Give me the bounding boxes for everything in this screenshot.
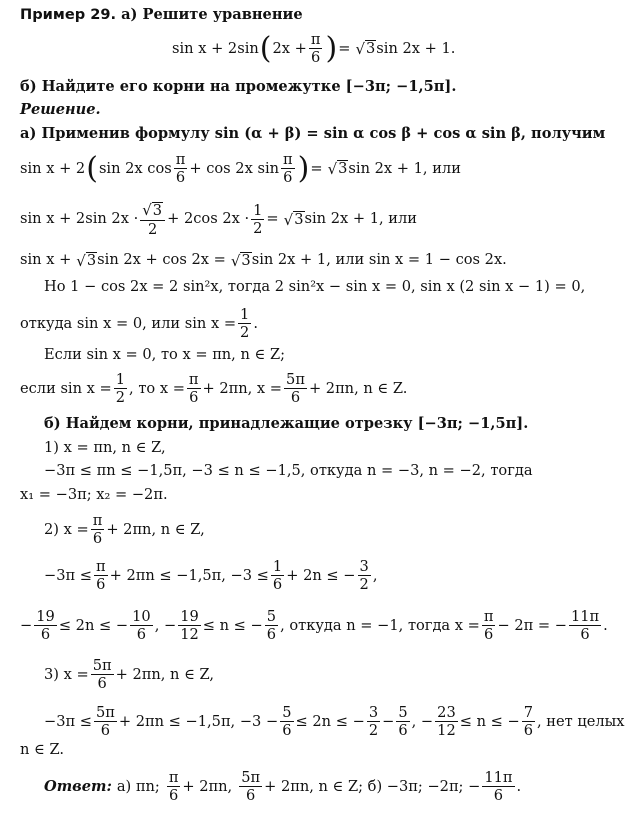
- fraction-denominator: 6: [189, 389, 199, 407]
- fraction-5pi-6: [284, 372, 307, 406]
- fraction-denominator: 12: [437, 722, 456, 740]
- case3-line1-d: −: [382, 712, 395, 730]
- step-a-line5: [20, 307, 258, 341]
- equals-sign: =: [310, 159, 323, 177]
- case3-line1-e: , −: [411, 712, 434, 730]
- fraction-denominator: 2: [148, 221, 158, 239]
- case2-line1-a: −3π ≤: [44, 566, 92, 584]
- step-b-intro: б) Найдем корни, принадлежащие отрезку [−3π; −1,5π].: [44, 415, 529, 432]
- fraction-5pi-6: [239, 770, 262, 804]
- fraction-denominator: 6: [92, 530, 103, 548]
- fraction-denominator: 6: [96, 576, 106, 594]
- fraction-denominator: 6: [311, 49, 321, 67]
- fraction-pi-6: [94, 559, 108, 593]
- fraction-denominator: 6: [580, 626, 590, 644]
- fraction-denominator: 6: [283, 169, 293, 187]
- step-a-line4: Но 1 − cos 2x = 2 sin²x, тогда 2 sin²x − sin x = 0, sin x (2 sin x − 1) = 0,: [44, 278, 586, 295]
- paren-open: (: [86, 151, 98, 187]
- step-a-line6: Если sin x = 0, то x = πn, n ∈ Z;: [44, 346, 285, 363]
- step-a-line1: [20, 152, 461, 186]
- fraction-3-2: [358, 559, 371, 593]
- line7-a: если sin x =: [20, 379, 112, 397]
- fraction-denominator: 6: [136, 626, 147, 644]
- line1-left: sin x + 2: [20, 159, 86, 177]
- fraction-numerator: 7: [523, 704, 534, 721]
- case2-line1-c: + 2n ≤ −: [286, 566, 356, 584]
- case2-line1-b: + 2πn ≤ −1,5π, −3 ≤: [109, 566, 269, 584]
- fraction-denominator: 6: [266, 626, 277, 644]
- case2-line2-c: ≤ n ≤ −: [202, 616, 263, 634]
- fraction-7-6: [522, 705, 535, 739]
- sqrt-radicand: 3: [294, 211, 304, 229]
- case3-line1-g: , нет целых: [537, 712, 625, 730]
- case1-line2: x₁ = −3π; x₂ = −2π.: [20, 486, 168, 503]
- fraction-denominator: 6: [168, 787, 179, 805]
- fraction-19-12: [178, 609, 201, 643]
- case3-line1: [44, 705, 625, 739]
- step-a-line7: [20, 372, 407, 406]
- case3-line2: n ∈ Z.: [20, 741, 65, 758]
- case3-line1-c: ≤ 2n ≤ −: [295, 712, 365, 730]
- case3-line1-f: ≤ n ≤ −: [459, 712, 520, 730]
- fraction-pi-6: [309, 32, 323, 66]
- fraction-numerator: 5: [282, 704, 292, 721]
- fraction-denominator: 2: [240, 324, 250, 342]
- sqrt-3: √ 3: [355, 40, 376, 59]
- fraction-numerator: 11π: [570, 608, 600, 625]
- case2-line2-a: ≤ 2n ≤ −: [58, 616, 129, 634]
- equation-right: sin 2x + 1.: [376, 39, 456, 57]
- fraction-23-12: [435, 705, 458, 739]
- fraction-numerator: π: [95, 558, 106, 575]
- step-a-intro: а) Применив формулу sin (α + β) = sin α cos β + cos α sin β, получим: [20, 125, 606, 142]
- paren-close: ): [325, 31, 338, 67]
- paren-close: ): [297, 151, 310, 187]
- answer-b: + 2πn,: [182, 777, 233, 795]
- fraction-pi-6: [187, 372, 201, 406]
- fraction-numerator: 5π: [92, 657, 112, 674]
- answer-end: .: [516, 777, 522, 795]
- fraction-numerator: 5π: [241, 769, 261, 786]
- sqrt-radicand: 3: [366, 40, 376, 58]
- answer-label: Ответ:: [44, 777, 112, 795]
- fraction-pi-6: [482, 609, 496, 643]
- fraction-numerator: 1: [272, 558, 283, 575]
- step-a-line2: sin x + 2sin 2x · √ 3 2 + 2cos 2x · $\frac{1}{2}$ = √ 3 sin 2x + 1, или: [20, 201, 418, 239]
- fraction-denominator: 2: [115, 389, 126, 407]
- fraction-numerator: 23: [437, 704, 456, 721]
- fraction-numerator: 19: [180, 608, 199, 625]
- answer-c: + 2πn, n ∈ Z; б) −3π; −2π; −: [264, 777, 481, 795]
- sqrt-3: √ 3: [230, 252, 251, 271]
- fraction-5-6: [280, 705, 293, 739]
- fraction-numerator: 10: [132, 608, 151, 625]
- case2-head-b: + 2πn, n ∈ Z,: [106, 520, 205, 538]
- fraction-5-6: [396, 705, 409, 739]
- line5-a: откуда sin x = 0, или sin x =: [20, 314, 237, 332]
- line7-c: + 2πn, x =: [202, 379, 283, 397]
- fraction-denominator: 12: [180, 626, 199, 644]
- line3-b: sin 2x + cos 2x =: [97, 251, 226, 269]
- case2-line1: [44, 559, 377, 593]
- part-a-label: а) Решите уравнение: [121, 6, 303, 23]
- answer-a: а) πn;: [116, 777, 160, 795]
- fraction-11pi-6: [569, 609, 601, 643]
- sqrt-3: √ 3: [327, 160, 348, 179]
- sqrt-radicand: 3: [86, 252, 97, 269]
- fraction-10-6: [130, 609, 153, 643]
- line1-a: sin 2x cos: [98, 159, 172, 177]
- line7-b: , то x =: [129, 379, 185, 397]
- case2-line2-e: − 2π = −: [497, 616, 567, 634]
- sqrt-3: √ 3: [283, 211, 304, 230]
- line1-b: + cos 2x sin: [189, 159, 280, 177]
- fraction-denominator: 6: [97, 675, 107, 693]
- fraction-denominator: 2: [253, 220, 263, 238]
- fraction-1-2: [251, 203, 264, 237]
- fraction-numerator: 11π: [484, 769, 513, 786]
- fraction-denominator: 6: [100, 722, 111, 740]
- minus-sign: −: [20, 616, 33, 634]
- example-label: Пример 29.: [20, 6, 117, 23]
- step-a-line3: [20, 252, 507, 269]
- case1-head: 1) x = πn, n ∈ Z,: [44, 439, 166, 456]
- part-b: б) Найдите его корни на промежутке [−3π; −1,5π].: [20, 78, 457, 95]
- case3-line1-b: + 2πn ≤ −1,5π, −3 −: [118, 712, 279, 730]
- case2-line2: [20, 609, 608, 643]
- fraction-pi-6: [174, 152, 188, 186]
- fraction-numerator: π: [283, 151, 293, 168]
- fraction-numerator: π: [92, 512, 103, 529]
- case2-line2-b: , −: [154, 616, 177, 634]
- sqrt-3: √ 3: [76, 252, 97, 271]
- fraction-numerator: π: [168, 769, 179, 786]
- fraction-denominator: 2: [359, 576, 369, 594]
- fraction-denominator: 6: [398, 722, 408, 740]
- equation-left: sin x + 2sin: [172, 39, 259, 57]
- fraction-3-2: [367, 705, 380, 739]
- fraction-numerator: 5: [398, 704, 408, 721]
- fraction-numerator: 19: [36, 608, 55, 625]
- fraction-denominator: 6: [282, 722, 292, 740]
- example-header: [20, 8, 303, 23]
- line3-a: sin x +: [20, 251, 72, 269]
- fraction-denominator: 6: [290, 389, 301, 407]
- main-equation: [172, 32, 455, 66]
- line2-a: sin x + 2sin 2x ·: [20, 210, 139, 228]
- fraction-pi-6: [281, 152, 295, 186]
- fraction-denominator: 6: [272, 576, 283, 594]
- fraction-11pi-6: [482, 770, 514, 804]
- fraction-5pi-6: [91, 658, 114, 692]
- fraction-pi-6: [91, 513, 105, 547]
- sqrt-radicand: 3: [241, 252, 251, 269]
- fraction-numerator: π: [483, 608, 494, 625]
- case2-line1-end: ,: [372, 566, 378, 584]
- line5-end: .: [253, 314, 258, 332]
- fraction-numerator: 5π: [286, 371, 305, 388]
- case3-head-b: + 2πn, n ∈ Z,: [115, 665, 215, 683]
- answer: [44, 770, 521, 804]
- fraction-numerator: 3: [359, 558, 369, 575]
- line7-d: + 2πn, n ∈ Z.: [308, 379, 408, 397]
- line2-right: sin 2x + 1, или: [304, 210, 418, 228]
- fraction-numerator: 1: [115, 371, 126, 388]
- fraction-1-2: [238, 307, 251, 341]
- fraction-numerator: 3: [368, 704, 379, 721]
- fraction-numerator: 1: [240, 306, 250, 323]
- fraction-numerator: π: [175, 151, 186, 168]
- fraction-numerator: √ 3: [140, 202, 165, 221]
- fraction-19-6: [34, 609, 57, 643]
- fraction-denominator: 6: [40, 626, 51, 644]
- fraction-denominator: 6: [493, 787, 504, 805]
- equals-sign: =: [338, 39, 351, 57]
- fraction-5-6: [265, 609, 278, 643]
- case3-line1-a: −3π ≤: [44, 712, 92, 730]
- line3-c: sin 2x + 1, или sin x = 1 − cos 2x.: [251, 251, 507, 269]
- fraction-sqrt3-2: [140, 202, 165, 237]
- line1-right: sin 2x + 1, или: [348, 159, 461, 177]
- fraction-denominator: 6: [484, 626, 494, 644]
- fraction-denominator: 6: [523, 722, 534, 740]
- fraction-denominator: 6: [175, 169, 186, 187]
- solution-heading: Решение.: [20, 101, 101, 118]
- case2-line2-end: .: [603, 616, 608, 634]
- fraction-1-6: [271, 559, 284, 593]
- fraction-numerator: π: [188, 371, 199, 388]
- fraction-numerator: π: [310, 31, 321, 48]
- case1-line1: −3π ≤ πn ≤ −1,5π, −3 ≤ n ≤ −1,5, откуда n = −3, n = −2, тогда: [44, 462, 533, 479]
- case2-head-a: 2) x =: [44, 520, 89, 538]
- case3-head: [44, 658, 214, 692]
- fraction-numerator: 5π: [95, 704, 115, 721]
- fraction-denominator: 6: [245, 787, 256, 805]
- case2-head: [44, 513, 205, 547]
- paren-open: (: [259, 31, 272, 67]
- sqrt-radicand: 3: [338, 160, 348, 178]
- fraction-5pi-6: [94, 705, 117, 739]
- fraction-denominator: 2: [368, 722, 379, 740]
- fraction-numerator: 1: [253, 201, 263, 219]
- case3-head-a: 3) x =: [44, 665, 89, 683]
- equation-inner: 2x +: [272, 39, 307, 57]
- case2-line2-d: , откуда n = −1, тогда x =: [280, 616, 480, 634]
- line2-b: + 2cos 2x ·: [167, 210, 250, 228]
- fraction-1-2: [114, 372, 127, 406]
- fraction-numerator: 5: [266, 608, 277, 625]
- sqrt-radicand: 3: [152, 202, 163, 219]
- fraction-pi-6: [167, 770, 181, 804]
